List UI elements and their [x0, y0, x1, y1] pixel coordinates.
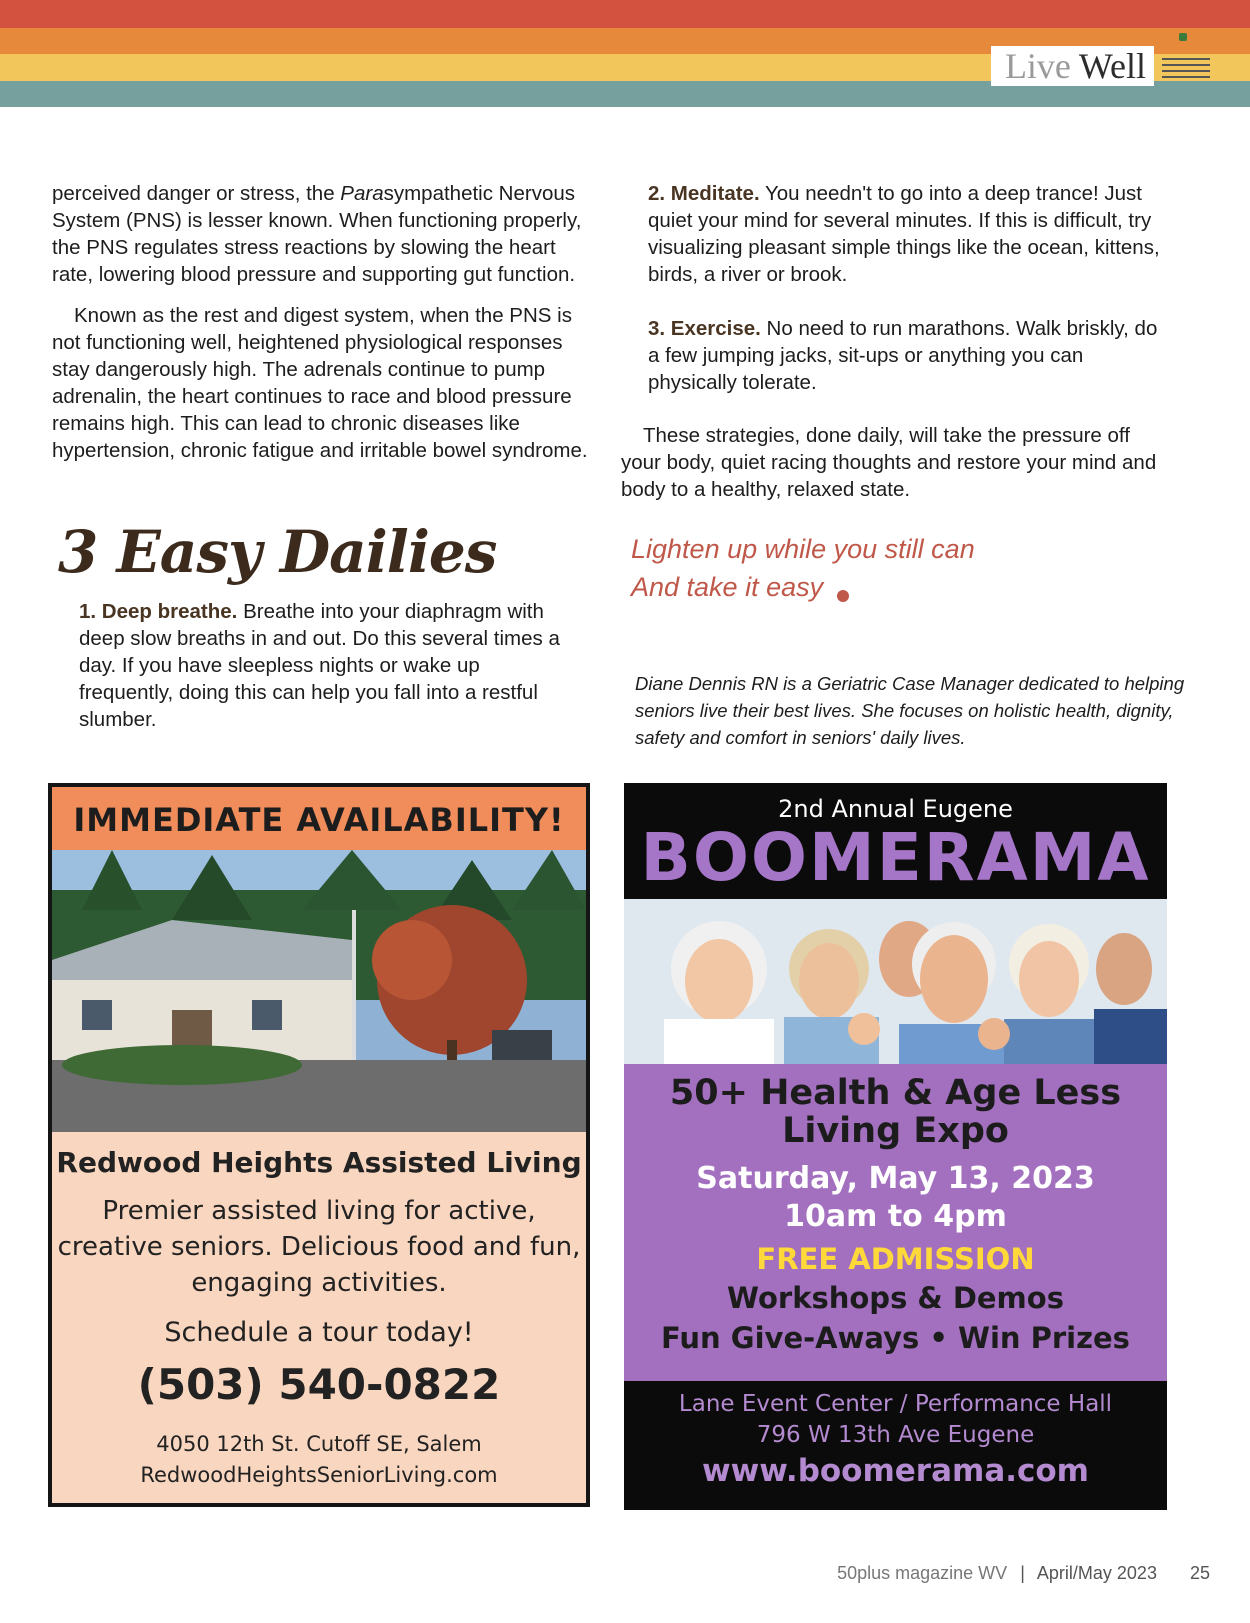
pull-quote	[631, 530, 975, 606]
boomerama-ad[interactable]	[624, 783, 1167, 1510]
building-photo	[52, 850, 586, 1132]
tip-1	[79, 598, 579, 733]
event-feature-2: Fun Give-Aways • Win Prizes	[661, 1321, 1130, 1355]
event-time: 10am to 4pm	[784, 1199, 1007, 1234]
section-tag-light: Live	[1004, 46, 1071, 86]
left-article-column	[52, 180, 592, 464]
event-admission: FREE ADMISSION	[756, 1242, 1035, 1276]
event-venue: Lane Event Center / Performance Hall	[678, 1391, 1113, 1417]
tip-3-text: No need to run marathons. Walk briskly, do a few jumping jacks, sit-ups or anything you can physically tolerate.	[648, 317, 1158, 394]
tip-2-heading: 2. Meditate.	[648, 182, 760, 205]
event-address: 796 W 13th Ave Eugene	[756, 1422, 1035, 1448]
header-stripe-red	[0, 0, 1250, 28]
seniors-photo-illustration	[624, 899, 1167, 1064]
quote-line-1: Lighten up while you still can	[631, 534, 975, 564]
leaf-icon	[1179, 33, 1187, 41]
end-dot-icon	[837, 590, 849, 602]
tour-cta: Schedule a tour today!	[164, 1317, 474, 1348]
facility-description: Premier assisted living for active, creative seniors. Delicious food and fun, engaging activities.	[57, 1196, 581, 1298]
author-bio: Diane Dennis RN is a Geriatric Case Manager dedicated to helping seniors live their best lives. She focuses on holistic health, dignity, safety and comfort in seniors' daily lives.	[635, 673, 1185, 748]
section-tag-bold: Well	[1078, 46, 1146, 86]
event-date: Saturday, May 13, 2023	[696, 1161, 1095, 1196]
facility-name: Redwood Heights Assisted Living	[56, 1146, 582, 1179]
event-details	[624, 1064, 1167, 1381]
page-number: 25	[1189, 1563, 1210, 1583]
phone-number[interactable]: (503) 540-0822	[137, 1360, 501, 1409]
closing-text: These strategies, done daily, will take the pressure off your body, quiet racing thoughts and restore your mind and body to a healthy, relaxed state.	[621, 424, 1157, 501]
para1-end: sympathetic Nervous System (PNS) is lesser known. When functioning properly, the PNS regulates stress reactions by slowing the heart rate, lowering blood pressure and supporting gut function.	[52, 182, 582, 286]
header-lines-decoration	[1162, 58, 1210, 82]
footer-separator: |	[1020, 1563, 1025, 1583]
event-brand: BOOMERAMA	[640, 819, 1151, 896]
event-subtitle: 2nd Annual Eugene	[778, 795, 1013, 823]
tip-1-heading: 1. Deep breathe.	[79, 600, 238, 623]
tip-2	[648, 180, 1168, 288]
event-feature-1: Workshops & Demos	[727, 1281, 1064, 1315]
quote-line-2: And take it easy	[631, 572, 824, 602]
tip-1-text: Breathe into your diaphragm with deep slow breaths in and out. Do this several times a day. If you have sleepless nights or wake up frequently, doing this can help you fall into a restful slumber.	[79, 600, 560, 731]
para1-start: perceived danger or stress, the	[52, 182, 341, 205]
footer-issue: April/May 2023	[1036, 1563, 1157, 1583]
section-tag	[991, 46, 1154, 86]
tip-3	[648, 315, 1168, 396]
facility-address: 4050 12th St. Cutoff SE, Salem	[156, 1432, 482, 1456]
redwood-heights-ad[interactable]	[48, 783, 590, 1507]
para1-emphasis: Para	[340, 182, 384, 205]
seniors-photo	[624, 899, 1167, 1064]
page-footer	[0, 1563, 1210, 1584]
footer-magazine: 50plus magazine WV	[837, 1563, 1008, 1583]
event-headline-1: 50+ Health & Age Less	[669, 1073, 1122, 1113]
section-title: 3 Easy Dailies	[58, 518, 497, 586]
building-photo-illustration	[52, 850, 586, 1132]
article-paragraph-1	[52, 180, 592, 288]
availability-banner: IMMEDIATE AVAILABILITY!	[52, 787, 586, 850]
event-website-link[interactable]: www.boomerama.com	[701, 1453, 1089, 1489]
article-paragraph-2: Known as the rest and digest system, when the PNS is not functioning well, heightened physiological responses stay dangerously high. The adrenals continue to pump adrenalin, the heart continues to race and blood pressure remains high. This can lead to chronic diseases like hypertension, chronic fatigue and irritable bowel syndrome.	[52, 304, 588, 462]
event-headline-2: Living Expo	[782, 1111, 1009, 1151]
closing-paragraph	[621, 422, 1166, 503]
tip-3-heading: 3. Exercise.	[648, 317, 761, 340]
tip-2-text: You needn't to go into a deep trance! Just quiet your mind for several minutes. If this is difficult, try visualizing pleasant simple things like the ocean, kittens, birds, a river or brook.	[648, 182, 1160, 286]
facility-website-link[interactable]: RedwoodHeightsSeniorLiving.com	[140, 1463, 498, 1487]
